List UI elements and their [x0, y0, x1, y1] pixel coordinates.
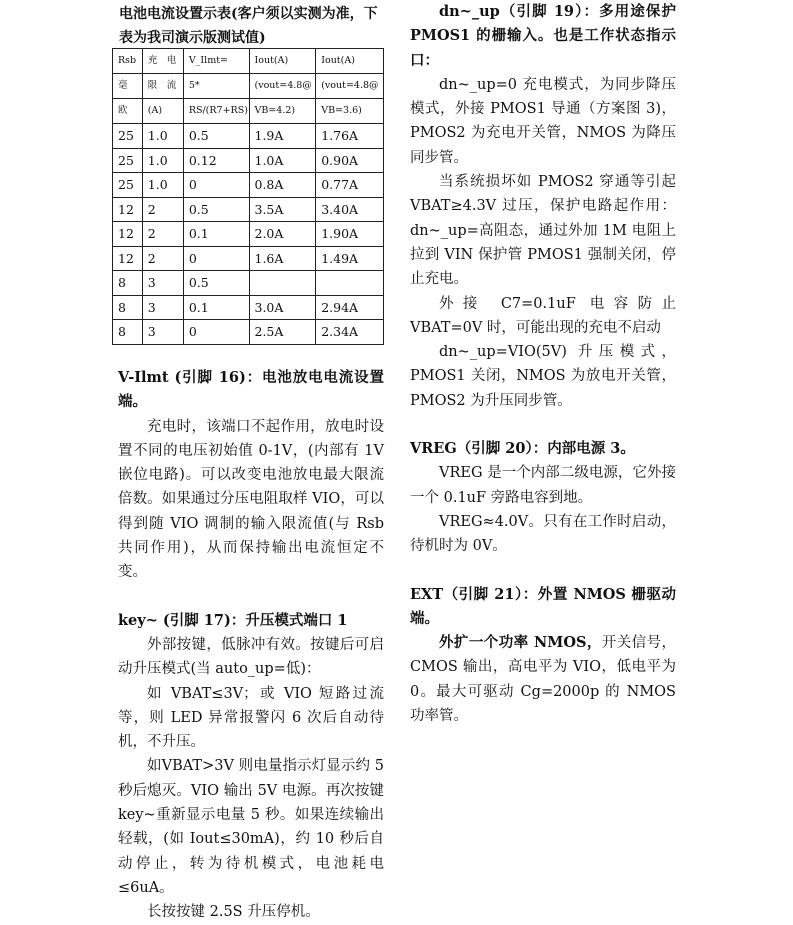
vilmt-heading: V-Ilmt (引脚 16)：电池放电电流设置端。 [118, 369, 384, 411]
table-cell: 1.0A [249, 148, 316, 173]
table-row [113, 197, 384, 222]
header-charge: 充 电 [142, 49, 183, 74]
table-cell: 3.0A [249, 295, 316, 320]
table-header-row-3 [113, 99, 384, 124]
table-cell: 2.34A [316, 320, 384, 345]
header-iout-36-3: VB=3.6) [316, 99, 384, 124]
table-cell: 2.94A [316, 295, 384, 320]
table-cell: 0.1 [183, 295, 249, 320]
header-iout-36-2: (vout=4.8@ [316, 74, 384, 99]
key-paragraph-2: 如 VBAT≤3V；或 VIO 短路过流等，则 LED 异常报警闪 6 次后自动待机，不升压。 [118, 685, 384, 751]
table-cell: 0.12 [183, 148, 249, 173]
table-cell: 8 [113, 295, 143, 320]
table-cell [249, 271, 316, 296]
table-cell: 2.5A [249, 320, 316, 345]
table-cell: 1.0 [142, 124, 183, 149]
table-row [113, 148, 384, 173]
table-cell: 1.90A [316, 222, 384, 247]
table-cell: 12 [113, 197, 143, 222]
table-cell: 0.5 [183, 124, 249, 149]
dnup-paragraph-3: 外接 C7=0.1uF 电容防止 VBAT=0V 时，可能出现的充电不启动 [410, 295, 676, 336]
table-cell: 0.8A [249, 173, 316, 198]
table-cell: 0 [183, 246, 249, 271]
ext-heading: EXT（引脚 21）：外置 NMOS 栅驱动端。 [410, 585, 676, 627]
table-row [113, 295, 384, 320]
vreg-paragraph-2: VREG≈4.0V。只有在工作时启动，待机时为 0V。 [410, 513, 676, 555]
right-column [410, 0, 676, 728]
left-column [112, 366, 384, 925]
vilmt-description: 充电时，该端口不起作用，放电时设置不同的电压初始值 0-1V，(内部有 1V 嵌位电路)。可以改变电池放电最大限流倍数。如果通过分压电阻取样 VIO，可以得到随 VIO 调制的输入限流值(与 Rsb 共同作用)，从而保持输出电流恒定不变。 [118, 418, 384, 581]
table-cell: 12 [113, 246, 143, 271]
table-cell: 2 [142, 246, 183, 271]
dnup-heading: dn~_up（引脚 19）：多用途保护 PMOS1 的栅输入。也是工作状态指示口： [410, 3, 676, 69]
header-vilmt: V_Ilmt= [183, 49, 249, 74]
ext-paragraph [410, 631, 676, 728]
ext-lead: 外扩一个功率 NMOS， [439, 634, 602, 652]
table-cell: 0.5 [183, 271, 249, 296]
table-caption-line-2: 表为我司演示版测试值) [119, 30, 266, 46]
vreg-paragraph-1: VREG 是一个内部二级电源，它外接一个 0.1uF 旁路电容到地。 [410, 465, 676, 506]
table-cell: 1.9A [249, 124, 316, 149]
table-cell: 0.5 [183, 197, 249, 222]
table-cell: 8 [113, 271, 143, 296]
vreg-heading: VREG（引脚 20）：内部电源 3。 [410, 440, 635, 458]
table-cell [316, 271, 384, 296]
current-setting-table [112, 48, 384, 345]
table-cell: 0 [183, 320, 249, 345]
key-paragraph-4: 长按按键 2.5S 升压停机。 [147, 904, 320, 921]
table-row [113, 246, 384, 271]
table-row [113, 271, 384, 296]
key-heading: key~ (引脚 17)：升压模式端口 1 [118, 611, 348, 629]
table-cell: 12 [113, 222, 143, 247]
table-row [113, 222, 384, 247]
table-cell: 2 [142, 197, 183, 222]
header-rsb-2: 毫 [113, 74, 143, 99]
dnup-paragraph-4: dn~_up=VIO(5V) 升压模式，PMOS1 关闭，NMOS 为放电开关管，PMOS2 为升压同步管。 [410, 344, 676, 409]
header-iout-42-3: VB=4.2) [249, 99, 316, 124]
table-row [113, 320, 384, 345]
table-cell: 0.1 [183, 222, 249, 247]
table-cell: 0 [183, 173, 249, 198]
table-cell: 2.0A [249, 222, 316, 247]
dnup-paragraph-1: dn~_up=0 充电模式，为同步降压模式，外接 PMOS1 导通（方案图 3)，PMOS2 为充电开关管，NMOS 为降压同步管。 [410, 76, 676, 166]
header-charge-2: 限 流 [142, 74, 183, 99]
table-cell: 25 [113, 124, 143, 149]
table-cell: 1.49A [316, 246, 384, 271]
table-cell: 25 [113, 148, 143, 173]
table-cell: 0.77A [316, 173, 384, 198]
table-cell: 3 [142, 295, 183, 320]
table-cell: 25 [113, 173, 143, 198]
table-cell: 3.5A [249, 197, 316, 222]
header-iout-42: Iout(A) [249, 49, 316, 74]
table-row [113, 173, 384, 198]
table-cell: 3 [142, 320, 183, 345]
table-cell: 0.90A [316, 148, 384, 173]
table-cell: 1.76A [316, 124, 384, 149]
table-cell: 2 [142, 222, 183, 247]
table-header-row-1 [113, 49, 384, 74]
dnup-paragraph-2: 当系统损坏如 PMOS2 穿通等引起 VBAT≥4.3V 过压，保护电路起作用：dn~_up=高阻态，通过外加 1M 电阻上拉到 VIN 保护管 PMOS1 强制关闭，停止充电。 [410, 174, 676, 288]
key-paragraph-1: 外部按键，低脉冲有效。按键后可启动升压模式(当 auto_up=低)： [118, 636, 384, 678]
header-rsb-3: 欧 [113, 99, 143, 124]
key-paragraph-3: 如VBAT>3V 则电量指示灯显示约 5 秒后熄灭。VIO 输出 5V 电源。再次按键 key~重新显示电量 5 秒。如果连续输出轻载，(如 Iout≤30mA)，约 10 秒后自动停止，转为待机模式，电池耗电≤6uA。 [118, 758, 384, 896]
table-caption-line-1: 电池电流设置示表(客户须以实测为准，下 [119, 6, 378, 22]
table-cell: 3 [142, 271, 183, 296]
table-cell: 3.40A [316, 197, 384, 222]
header-iout-42-2: (vout=4.8@ [249, 74, 316, 99]
table-caption [119, 2, 385, 50]
table-header-row-2 [113, 74, 384, 99]
header-vilmt-3: RS/(R7+RS) [183, 99, 249, 124]
table-row [113, 124, 384, 149]
header-charge-3: (A) [142, 99, 183, 124]
ext-body: 开关信号，CMOS 输出，高电平为 VIO，低电平为 0。最大可驱动 Cg=2000p 的 NMOS 功率管。 [410, 635, 676, 725]
header-rsb: Rsb [113, 49, 143, 74]
table-cell: 1.6A [249, 246, 316, 271]
table-cell: 1.0 [142, 173, 183, 198]
header-iout-36: Iout(A) [316, 49, 384, 74]
header-vilmt-2: 5* [183, 74, 249, 99]
table-body [113, 124, 384, 345]
table-cell: 8 [113, 320, 143, 345]
table-cell: 1.0 [142, 148, 183, 173]
